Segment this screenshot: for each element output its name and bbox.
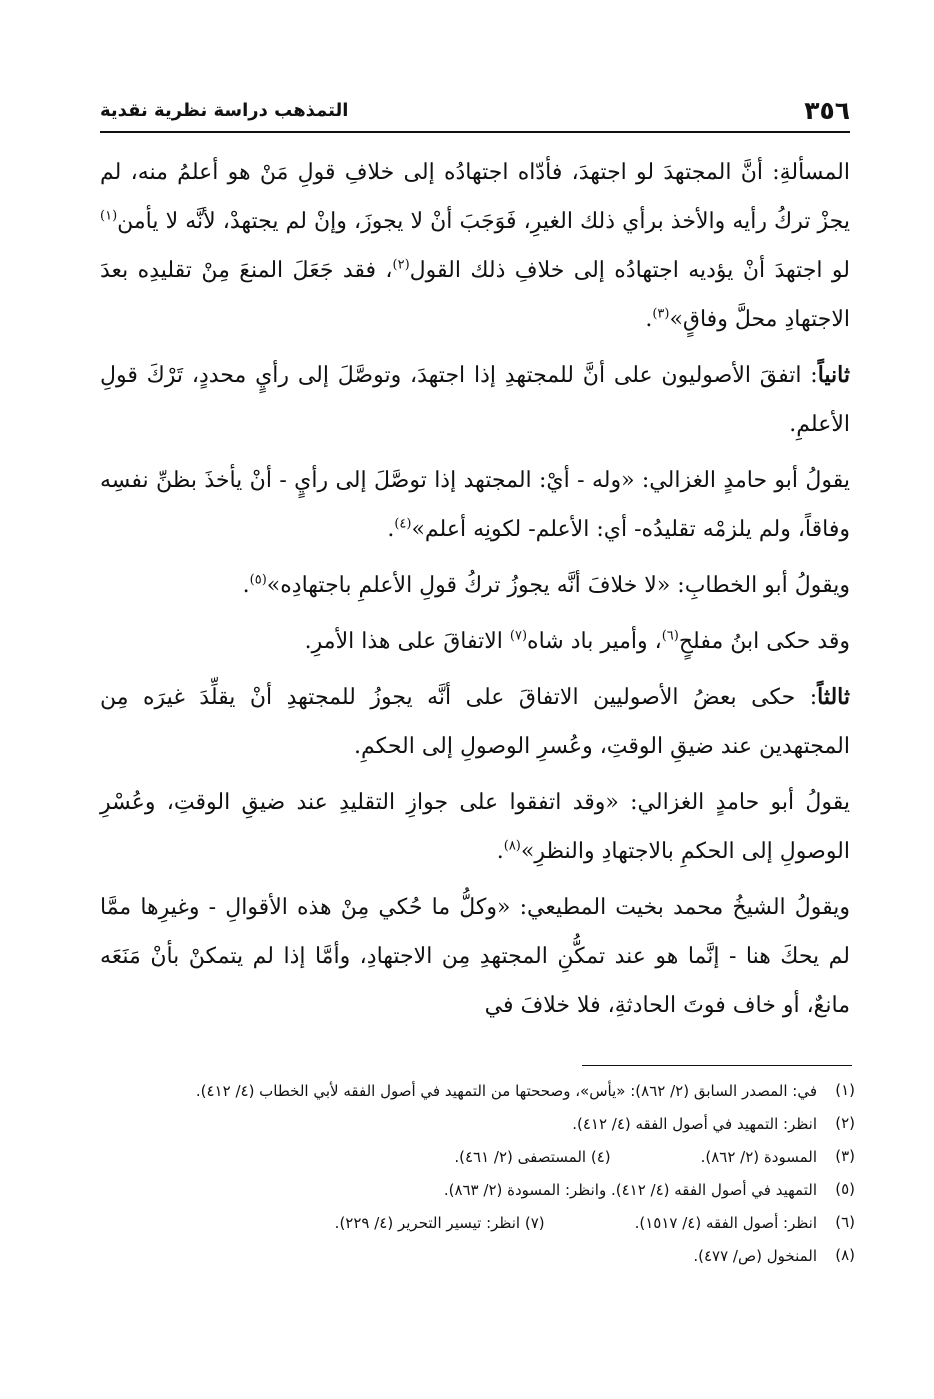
paragraph-text: . [645, 307, 653, 332]
paragraph-text: ، وأمير باد شاه [527, 629, 662, 654]
page-number: ٣٥٦ [804, 96, 850, 125]
running-title: التمذهب دراسة نظرية نقدية [100, 100, 349, 121]
footnote-number: (٣) [835, 1147, 855, 1165]
footnote-ref[interactable]: (٨) [503, 838, 521, 854]
paragraph-text: ويقولُ الشيخُ محمد بخيت المطيعي: «وكلُّ ما حُكي مِنْ هذه الأقوالِ - وغيرِها ممَّا لم يحكَ هنا - إنَّما هو عند تمكُّنِ المجتهدِ مِن الاجتهادِ، وأمَّا إذا لم يتمكنْ بأنْ مَنَعَه مانعٌ، أو خاف فوتَ الحادثةِ، فلا خلافَ في [100, 895, 850, 1018]
footnote-text [100, 1140, 817, 1173]
paragraph-text: لو اجتهدَ أنْ يؤديه اجتهادُه إلى خلافِ ذلك القول [409, 258, 851, 283]
footnote-ref[interactable]: (٢) [392, 257, 410, 273]
footnote [100, 1173, 855, 1206]
header-rule [100, 131, 850, 133]
footnote-ref[interactable]: (١) [100, 208, 118, 224]
paragraph-text: : حكى بعضُ الأصوليين الاتفاقَ على أنَّه يجوزُ للمجتهدِ أنْ يقلِّدَ غيرَه مِن المجتهدين عند ضيقِ الوقتِ، وعُسرِ الوصولِ إلى الحكمِ. [100, 685, 850, 759]
paragraph-text: : اتفقَ الأصوليون على أنَّ للمجتهدِ إذا اجتهدَ، وتوصَّلَ إلى رأيٍ محددٍ، تَرْكَ قولِ الأعلمِ. [100, 363, 850, 437]
paragraph-lead: ثانياً [817, 362, 850, 388]
paragraph-text: وقد حكى ابنُ مفلحٍ [678, 629, 850, 654]
paragraph-text: . [387, 517, 395, 542]
footnote-ref[interactable]: (٣) [652, 306, 670, 322]
footnotes [100, 1074, 855, 1272]
paragraph [100, 617, 850, 666]
footnote-text: في: المصدر السابق (٢/ ٨٦٢): «يأس»، وصححتها من التمهيد في أصول الفقه لأبي الخطاب (٤/ ٤١٢). [195, 1082, 817, 1100]
footnote-part: المسودة (٢/ ٨٦٢). [700, 1148, 817, 1166]
paragraph-text: . [496, 839, 504, 864]
paragraph-text: المسألةِ: أنَّ المجتهدَ لو اجتهدَ، فأدّاه اجتهادُه إلى خلافِ قولِ مَنْ هو أعلمُ منه، لم يجزْ تركُ رأيه والأخذ برأي ذلك الغيرِ، فَوَجَبَ أنْ لا يجوزَ، وإنْ لم يجتهدْ، لأنَّه لا يأمن [100, 160, 850, 234]
footnote [100, 1074, 855, 1107]
footnote-text: انظر: التمهيد في أصول الفقه (٤/ ٤١٢). [572, 1115, 817, 1133]
footnote-ref[interactable]: (٦) [661, 628, 679, 644]
paragraph-lead: ثالثاً [817, 684, 850, 710]
footnote-text [100, 1206, 817, 1239]
paragraph-text: يقولُ أبو حامدٍ الغزالي: «وله - أيْ: المجتهد إذا توصَّلَ إلى رأيٍ - أنْ يأخذَ بظنِّ نفسِه وفاقاً، ولم يلزمْه تقليدُه- أي: الأعلم- لكونِه أعلم» [100, 468, 850, 542]
footnote-number: (٨) [835, 1246, 855, 1264]
paragraph [100, 883, 850, 1030]
footnote-text: المنخول (ص/ ٤٧٧). [693, 1247, 817, 1265]
paragraph [100, 673, 850, 771]
paragraph [100, 148, 850, 344]
footnote [100, 1107, 855, 1140]
paragraph [100, 351, 850, 449]
paragraph-text: ، فقد جَعَلَ المنعَ مِنْ تقليدِه بعدَ الاجتهادِ محلَّ وفاقٍ» [100, 258, 850, 332]
footnote-number: (٦) [835, 1213, 855, 1231]
footnote-part: (٤) المستصفى (٢/ ٤٦١). [454, 1148, 611, 1166]
footnote-number: (٢) [835, 1114, 855, 1132]
paragraph [100, 456, 850, 554]
paragraph-text: . [242, 573, 250, 598]
footnote-ref[interactable]: (٧) [509, 628, 528, 644]
paragraph [100, 778, 850, 876]
footnote-ref[interactable]: (٤) [394, 516, 412, 532]
page-header [100, 96, 850, 132]
footnote-separator [582, 1065, 852, 1066]
footnote [100, 1239, 855, 1272]
paragraph [100, 561, 850, 610]
footnote [100, 1140, 855, 1173]
footnote-number: (٥) [835, 1180, 855, 1198]
paragraph-text: الاتفاقَ على هذا الأمرِ. [304, 629, 510, 654]
paragraph-text: يقولُ أبو حامدٍ الغزالي: «وقد اتفقوا على جوازِ التقليدِ عند ضيقِ الوقتِ، وعُسْرِ الوصولِ إلى الحكمِ بالاجتهادِ والنظرِ» [100, 790, 850, 864]
paragraph-text: ويقولُ أبو الخطابِ: «لا خلافَ أنَّه يجوزُ تركُ قولِ الأعلمِ باجتهادِه» [266, 573, 850, 598]
footnote-text: التمهيد في أصول الفقه (٤/ ٤١٢). وانظر: المسودة (٢/ ٨٦٣). [443, 1181, 817, 1199]
footnote-number: (١) [835, 1081, 855, 1099]
body-text [100, 148, 850, 1048]
footnote-part: (٧) انظر: تيسير التحرير (٤/ ٢٢٩). [334, 1214, 545, 1232]
footnote-ref[interactable]: (٥) [249, 572, 267, 588]
footnote-part: انظر: أصول الفقه (٤/ ١٥١٧). [634, 1214, 817, 1232]
footnote [100, 1206, 855, 1239]
